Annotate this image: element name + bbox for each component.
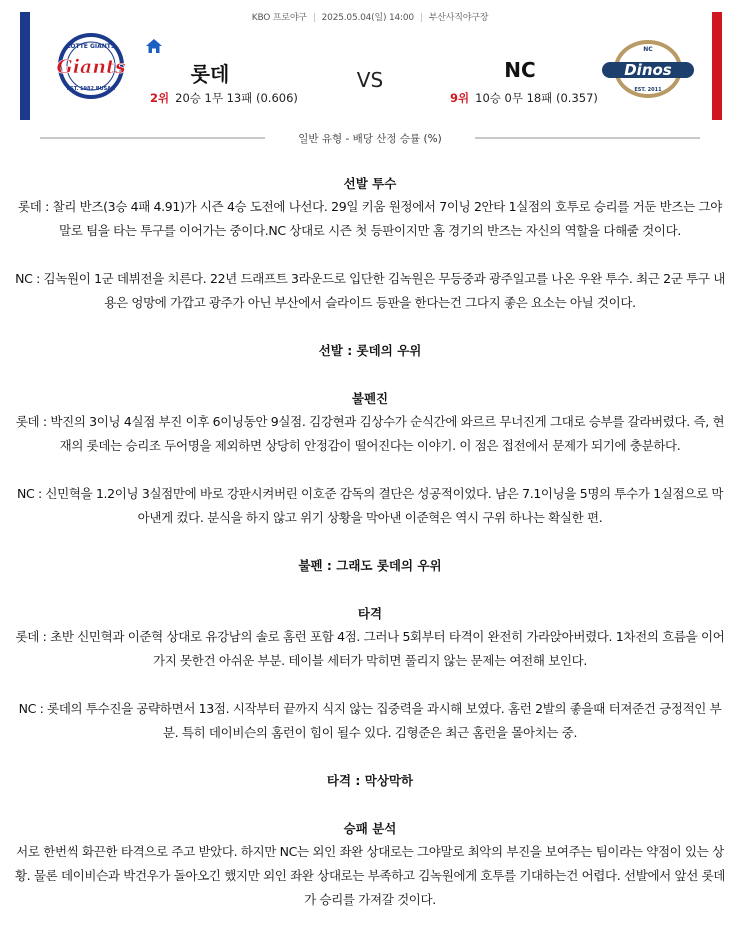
bullpen-away-text: NC : 신민혁을 1.2이닝 3실점만에 바로 강판시켜버린 이호준 감독의 결단은 성공적이었다. 남은 7.1이닝을 5명의 투수가 1실점으로 막아낸게 컸다. 분식을 하지 않고 위기 상황을 막아낸 이준혁은 역시 구위 하나는 확실한 편.	[16, 486, 724, 525]
odds-type-label: 일반 유형 - 배당 산정 승률 (%)	[298, 133, 442, 145]
bullpen-home-text: 롯데 : 박진의 3이닝 4실점 부진 이후 6이닝동안 9실점. 김강현과 김상수가 순식간에 와르르 무너진게 그대로 승부를 갈라버렸다. 즉, 현재의 롯데는 승리조 두어명을 제외하면 상당히 안정감이 떨어진다는 이야기. 이 점은 접전에서 문제가 되기에 충분하다.	[15, 414, 725, 453]
svg-text:NC: NC	[643, 46, 653, 53]
divider-line-left	[40, 137, 265, 139]
batting-home-text: 롯데 : 초반 신민혁과 이준혁 상대로 유강남의 솔로 홈런 포함 4점. 그러나 5회부터 타격이 완전히 가라앉아버렸다. 1차전의 흐름을 이어가지 못한건 아쉬운 부분. 테이블 세터가 막히면 풀리지 않는 문제는 여전해 보인다.	[15, 629, 725, 668]
match-header	[0, 0, 740, 128]
bullpen-summary: 불펜 : 그래도 롯데의 우위	[298, 558, 442, 573]
away-team-name: NC	[504, 58, 536, 82]
home-record-text: 20승 1무 13패 (0.606)	[175, 91, 298, 105]
analysis-content	[14, 172, 726, 912]
home-accent-bar	[20, 12, 30, 120]
home-icon	[145, 38, 163, 54]
giants-logo	[44, 32, 138, 102]
match-meta: KBO 프로야구 | 2025.05.04(일) 14:00 | 부산사직야구장	[251, 13, 489, 23]
league-label: KBO 프로야구	[251, 13, 307, 23]
away-rank: 9위	[450, 91, 470, 105]
home-rank: 2위	[150, 91, 170, 105]
away-accent-bar	[712, 12, 722, 120]
starter-away-text: NC : 김녹원이 1군 데뷔전을 치른다. 22년 드래프트 3라운드로 입단한 김녹원은 무등중과 광주일고를 나온 우완 투수. 최근 2군 투구 내용은 엉망에 가깝고 광주가 아닌 부산에서 슬라이드 등판을 한다는건 그다지 좋은 요소는 아닐 것이다.	[15, 271, 725, 310]
away-record-text: 10승 0무 18패 (0.357)	[475, 91, 598, 105]
home-team-name: 롯데	[190, 62, 230, 86]
svg-text:Dinos: Dinos	[624, 61, 672, 79]
divider-line-right	[475, 137, 700, 139]
svg-text:LOTTE GIANTS: LOTTE GIANTS	[66, 43, 116, 50]
analysis-body-text: 서로 한번씩 화끈한 타격으로 주고 받았다. 하지만 NC는 외인 좌완 상대로는 그야말로 최악의 부진을 보여주는 팀이라는 약점이 있는 상황. 물론 데이비슨과 박건우가 돌아오긴 했지만 외인 좌완 상대로는 부족하고 김녹원에게 호투를 기대하는건 어렵다. 선발에서 앞선 롯데가 승리를 가져갈 것이다.	[14, 844, 726, 907]
section-title-analysis: 승패 분석	[343, 821, 397, 836]
section-title-batting: 타격	[357, 606, 383, 621]
home-team-record	[150, 90, 298, 106]
odds-type-divider	[40, 131, 700, 145]
starter-summary: 선발 : 롯데의 우위	[318, 343, 422, 358]
svg-text:EST. 1982 BUSAN: EST. 1982 BUSAN	[66, 86, 116, 92]
starter-home-text: 롯데 : 찰리 반즈(3승 4패 4.91)가 시즌 4승 도전에 나선다. 29일 키움 원정에서 7이닝 2안타 1실점의 호투로 승리를 거둔 반즈는 그야말로 팀을 타는 투구를 이어가는 중이다.NC 상대로 시즌 첫 등판이지만 홈 경기의 반즈는 자신의 역할을 다해줄 것이다.	[18, 199, 722, 238]
stadium-label: 부산사직야구장	[428, 13, 489, 23]
away-team-record	[450, 90, 598, 106]
section-title-bullpen: 불펜진	[351, 391, 389, 406]
dinos-logo	[600, 38, 696, 100]
vs-label: VS	[356, 68, 384, 92]
batting-away-text: NC : 롯데의 투수진을 공략하면서 13점. 시작부터 끝까지 식지 않는 집중력을 과시해 보였다. 홈런 2발의 좋을때 터져준건 긍정적인 부분. 특히 데이비슨의 홈런이 힘이 될수 있다. 김형준은 최근 홈런을 몰아치는 중.	[18, 701, 722, 740]
batting-summary: 타격 : 막상막하	[326, 773, 414, 788]
svg-text:EST. 2011: EST. 2011	[634, 87, 662, 93]
section-title-starter: 선발 투수	[343, 176, 397, 191]
svg-text:Giants: Giants	[56, 56, 126, 78]
match-datetime: 2025.05.04(일) 14:00	[321, 13, 414, 23]
